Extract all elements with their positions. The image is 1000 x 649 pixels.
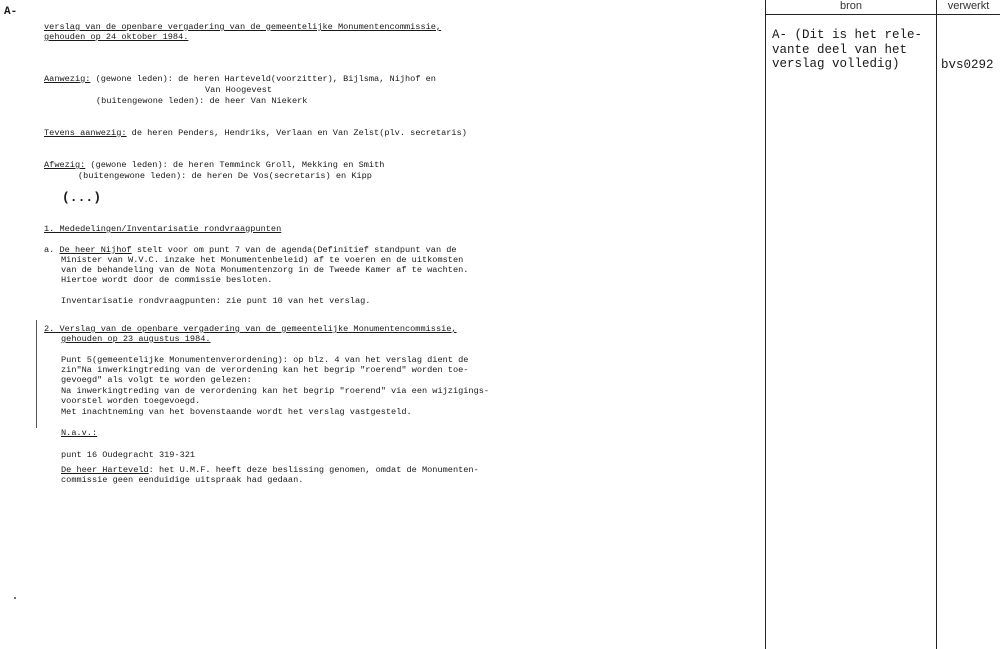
absent-label: Afwezig: xyxy=(44,160,86,170)
speaker-text: : het U.M.F. heeft deze beslissing genomen, omdat de Monumenten- xyxy=(148,465,479,475)
ellipsis: (...) xyxy=(62,190,102,205)
section-2-para-line-2: zin"Na inwerkingtreding van de verordening kan het begrip "roerend" worden toe- xyxy=(61,365,469,375)
section-1-inventory: Inventarisatie rondvraagpunten: zie punt 10 van het verslag. xyxy=(61,296,371,306)
section-2-para-line-4: Na inwerkingtreding van de verordening kan het begrip "roerend" via een wijzigings- xyxy=(61,386,490,396)
section-2-para-line-3: gevoegd" als volgt te worden gelezen: xyxy=(61,375,252,385)
bron-cell-text: A- (Dit is het rele- vante deel van het verslag volledig) xyxy=(772,28,923,71)
present-text: (gewone leden): de heren Harteveld(voorzitter), Bijlsma, Nijhof en xyxy=(90,74,436,84)
speaker-line-2: commissie geen eenduidige uitspraak had gedaan. xyxy=(61,475,304,485)
point-line: punt 16 Oudegracht 319-321 xyxy=(61,450,196,460)
also-present-label: Tevens aanwezig: xyxy=(44,128,127,138)
column-header-bron: bron xyxy=(839,0,863,12)
also-present-line xyxy=(44,128,467,138)
column-divider-left xyxy=(765,0,766,649)
title-line-1: verslag van de openbare vergadering van de gemeentelijke Monumentencommissie, xyxy=(44,22,442,32)
stray-dot xyxy=(14,597,16,599)
present-line-2: Van Hoogevest xyxy=(205,85,273,95)
item-text: stelt voor om punt 7 van de agenda(Definitief standpunt van de xyxy=(131,245,457,255)
absent-line-1 xyxy=(44,160,384,170)
margin-marker: A- xyxy=(4,6,18,18)
section-1-item-line-3: van de behandeling van de Nota Monumentenzorg in de Tweede Kamer af te wachten. xyxy=(61,265,469,275)
margin-bar xyxy=(36,320,37,428)
present-line-3: (buitengewone leden): de heer Van Niekerk xyxy=(96,96,308,106)
item-prefix: a. xyxy=(44,245,60,255)
section-2-para-line-1: Punt 5(gemeentelijke Monumentenverordening): op blz. 4 van het verslag dient de xyxy=(61,355,469,365)
speaker-line-1 xyxy=(61,465,479,475)
section-1-heading: 1. Mededelingen/Inventarisatie rondvraagpunten xyxy=(44,224,282,234)
present-line-1 xyxy=(44,74,436,84)
item-speaker: De heer Nijhof xyxy=(59,245,132,255)
title-line-2: gehouden op 24 oktober 1984. xyxy=(44,32,189,42)
column-divider-middle xyxy=(936,0,937,649)
section-2-para-line-6: Met inachtneming van het bovenstaande wordt het verslag vastgesteld. xyxy=(61,407,412,417)
header-divider xyxy=(765,14,1000,15)
verwerkt-cell-text: bvs0292 xyxy=(941,58,994,72)
absent-text: (gewone leden): de heren Temminck Groll, Mekking en Smith xyxy=(85,160,385,170)
also-present-text: de heren Penders, Hendriks, Verlaan en Van Zelst(plv. secretaris) xyxy=(126,128,467,138)
section-2-para-line-5: voorstel worden toegevoegd. xyxy=(61,396,201,406)
speaker-name: De heer Harteveld xyxy=(61,465,149,475)
section-1-item-line-1 xyxy=(44,245,457,255)
section-1-item-line-2: Minister van W.V.C. inzake het Monumentenbeleid) af te voeren en de uitkomsten xyxy=(61,255,464,265)
section-2-heading-line-2: gehouden op 23 augustus 1984. xyxy=(61,334,211,344)
nav-label: N.a.v.: xyxy=(61,428,98,438)
section-2-heading-line-1: 2. Verslag van de openbare vergadering van de gemeentelijke Monumentencommissie, xyxy=(44,324,457,334)
absent-line-2: (buitengewone leden): de heren De Vos(secretaris) en Kipp xyxy=(78,171,372,181)
present-label: Aanwezig: xyxy=(44,74,91,84)
section-1-item-line-4: Hiertoe wordt door de commissie besloten. xyxy=(61,275,273,285)
column-header-verwerkt: verwerkt xyxy=(947,0,990,12)
